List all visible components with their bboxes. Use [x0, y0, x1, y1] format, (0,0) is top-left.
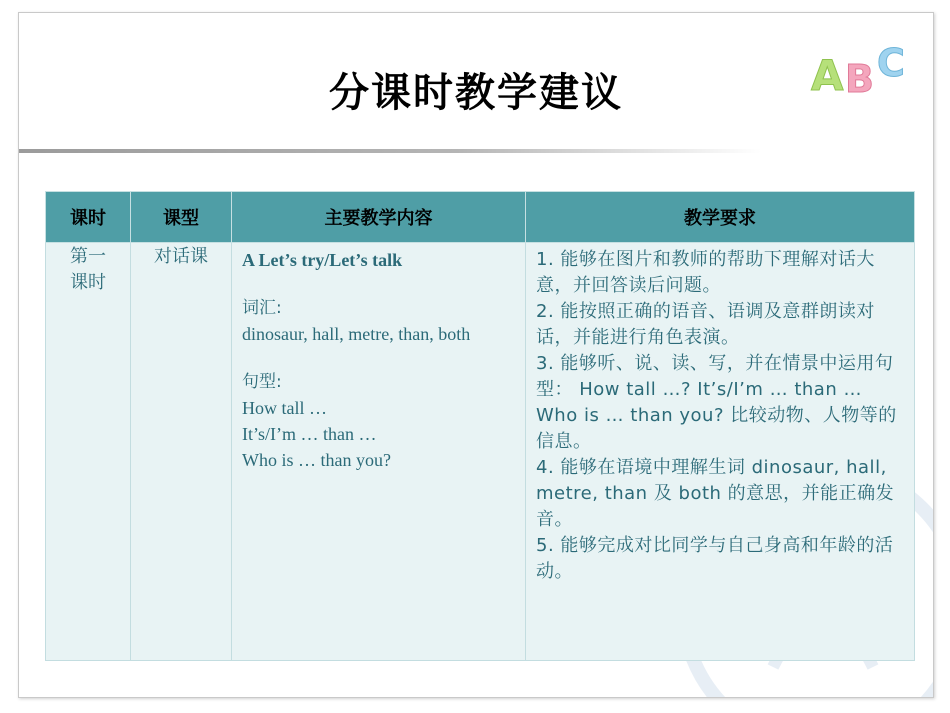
sentence-2: It’s/I’m … than …: [242, 424, 377, 444]
content-section-title: A Let’s try/Let’s talk: [242, 250, 403, 270]
requirement-4: 4. 能够在语境中理解生词 dinosaur, hall, metre, than 及 both 的意思，并能正确发音。: [536, 457, 895, 530]
requirement-2: 2. 能按照正确的语音、语调及意群朗读对话，并能进行角色表演。: [536, 301, 875, 348]
slide-frame: [18, 12, 934, 698]
table-header-row: [46, 192, 915, 243]
title-divider: [18, 149, 761, 153]
lesson-plan-table: [45, 191, 915, 661]
logo-letter-c: C: [877, 41, 905, 85]
cell-requirements: [526, 243, 915, 661]
cell-period: [46, 243, 131, 661]
header-content: 主要教学内容: [232, 192, 526, 243]
period-line-2: 课时: [70, 272, 106, 293]
table-row: [46, 243, 915, 661]
requirement-3: 3. 能够听、说、读、写，并在情景中运用句型： How tall …? It’s/I’m … than … Who is … than you? 比较动物、人物等的信息。: [536, 353, 897, 452]
requirement-5: 5. 能够完成对比同学与自己身高和年龄的活动。: [536, 535, 894, 582]
requirement-1: 1. 能够在图片和教师的帮助下理解对话大意，并回答读后问题。: [536, 249, 875, 296]
logo-letter-a: A: [811, 51, 844, 100]
sentence-3: Who is … than you?: [242, 450, 391, 470]
page-title: 分课时教学建议: [329, 69, 623, 116]
vocab-label: 词汇:: [242, 298, 282, 318]
cell-content: [232, 243, 526, 661]
vocab-text: dinosaur, hall, metre, than, both: [242, 324, 471, 344]
header-period: 课时: [46, 192, 131, 243]
sentence-label: 句型:: [242, 372, 282, 392]
abc-logo: [807, 30, 917, 102]
header-requirements: 教学要求: [526, 192, 915, 243]
header-type: 课型: [131, 192, 232, 243]
cell-lesson-type: 对话课: [131, 243, 232, 661]
sentence-1: How tall …: [242, 398, 327, 418]
logo-letter-b: B: [845, 57, 874, 101]
period-line-1: 第一: [70, 246, 106, 267]
